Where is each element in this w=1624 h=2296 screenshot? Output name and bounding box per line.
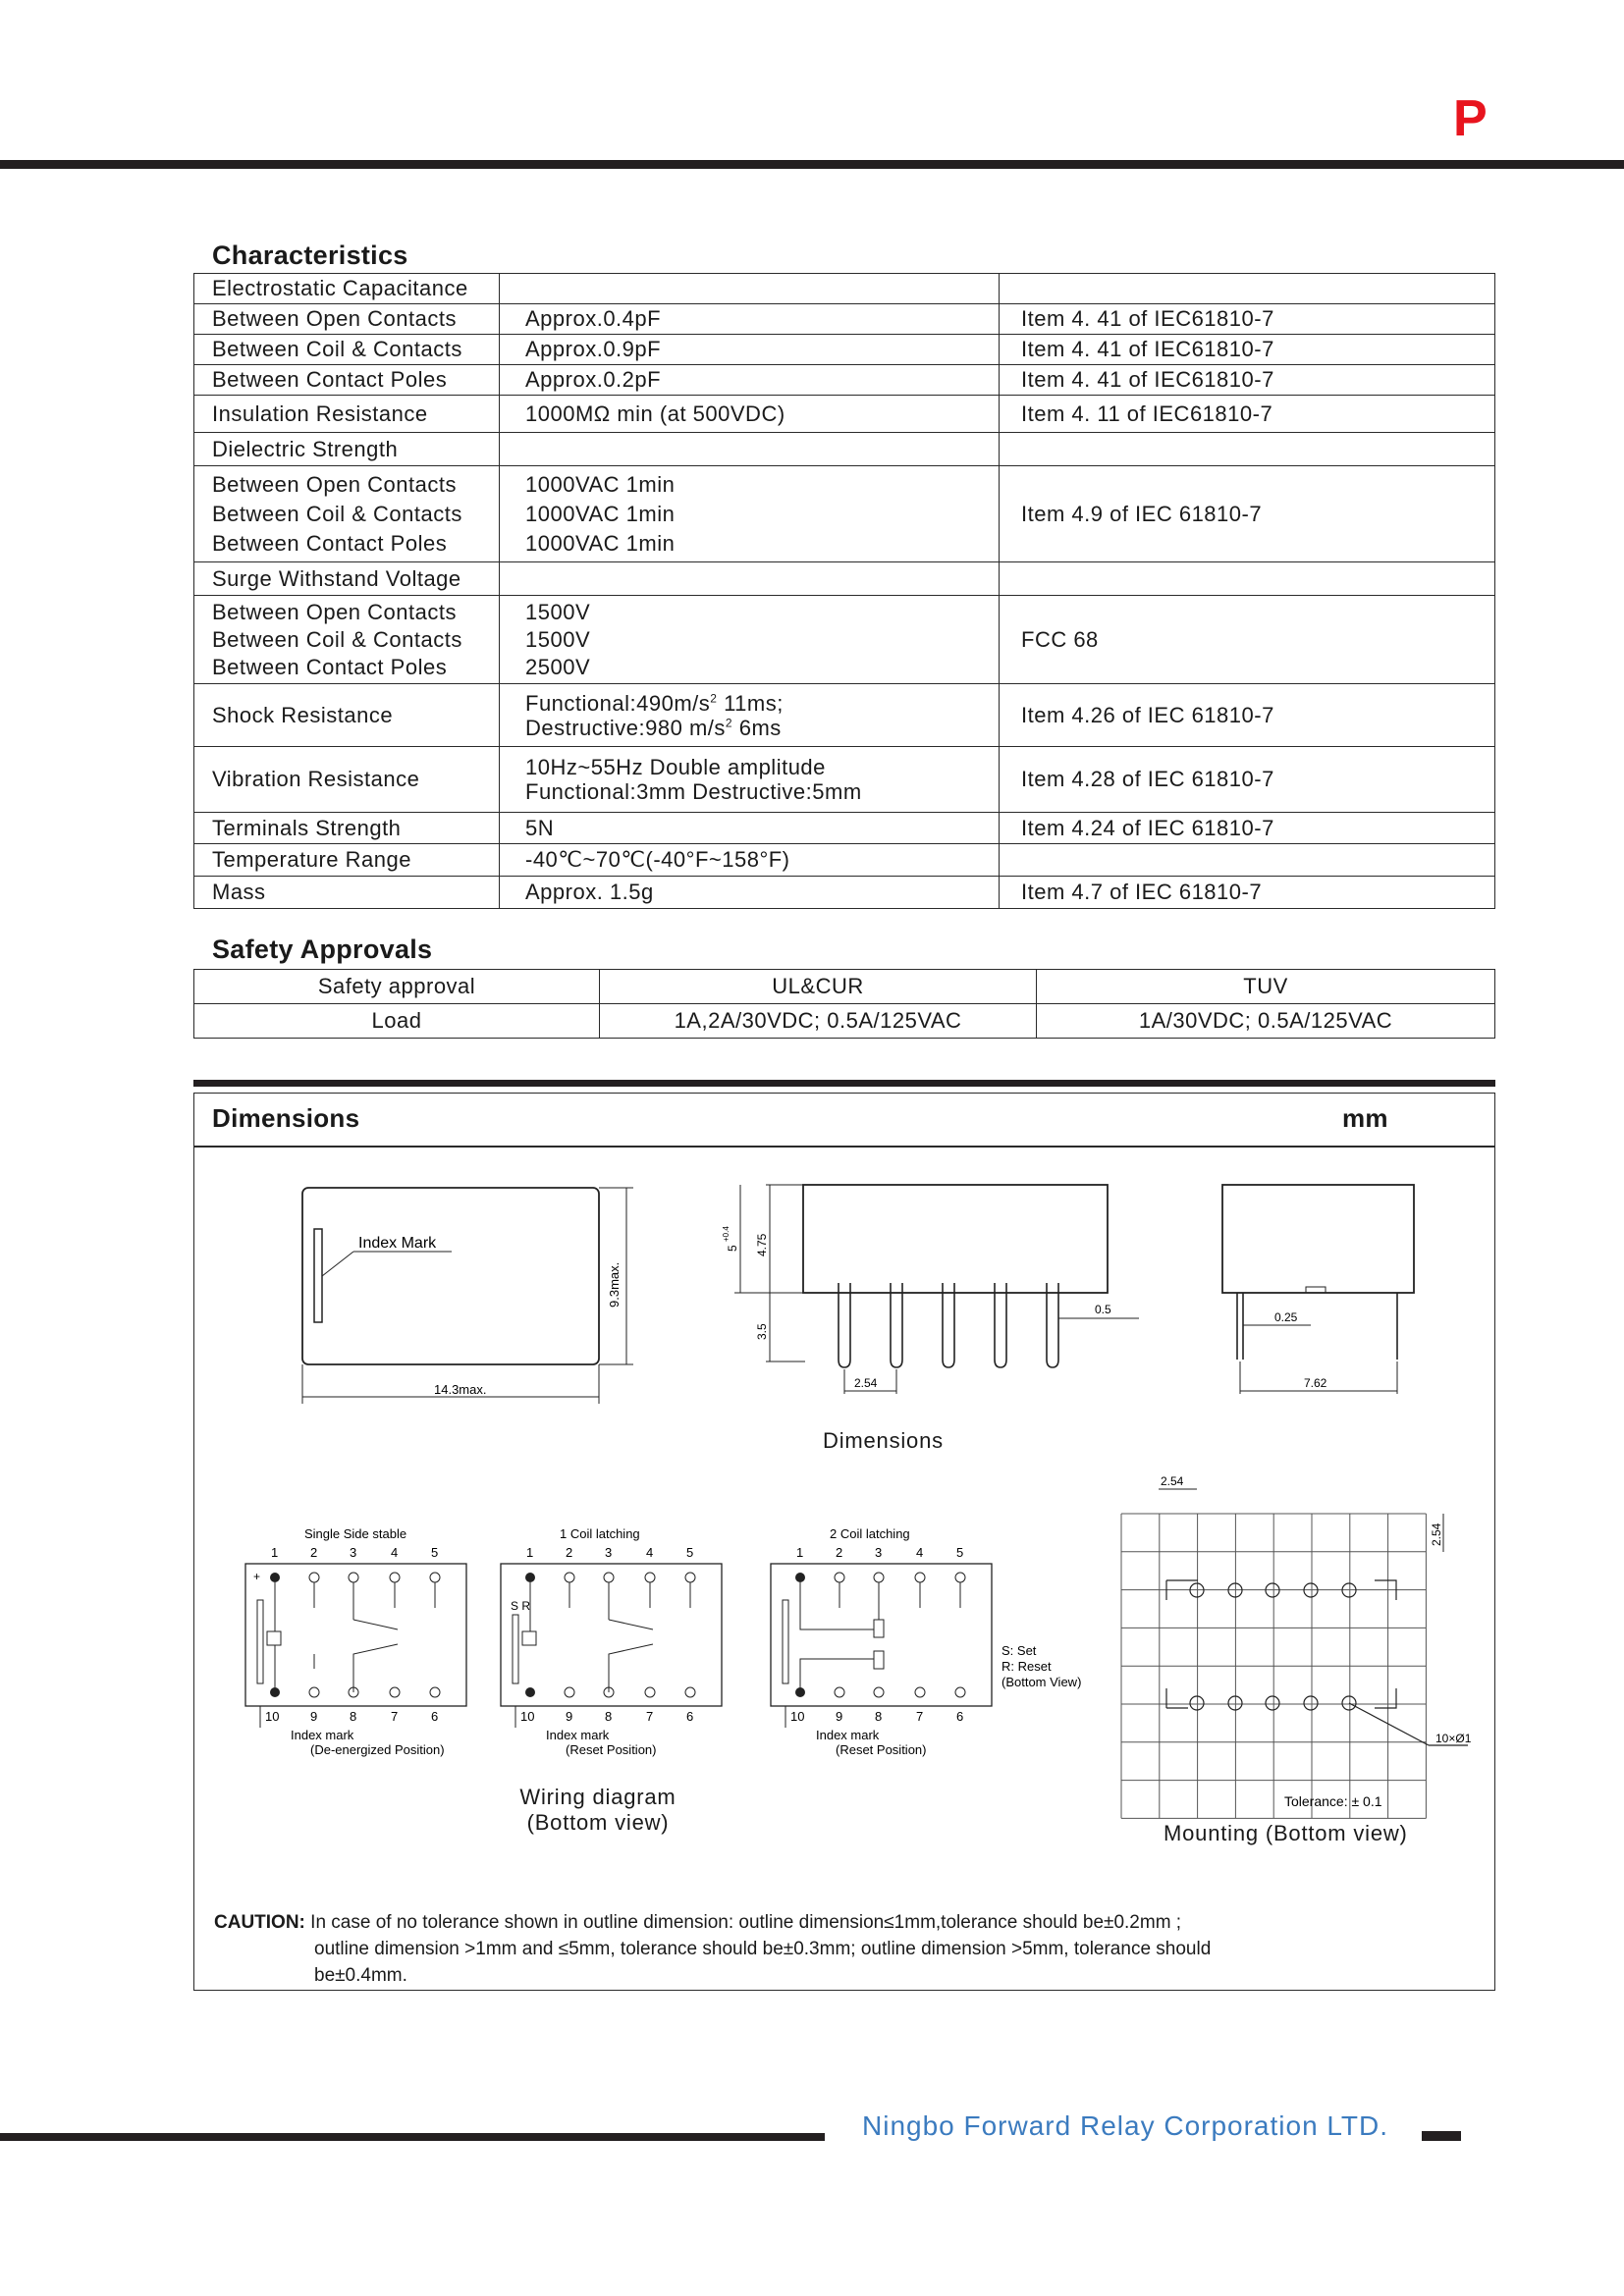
caution-line3: be±0.4mm. [314, 1965, 407, 1986]
sub-value: 1000VAC 1min [525, 471, 676, 497]
tolerance-note: Tolerance: ± 0.1 [1284, 1793, 1382, 1809]
sub-value: 1500V [525, 626, 591, 652]
index-bar [513, 1615, 518, 1683]
wiring-frame [771, 1564, 992, 1706]
wiring-note: (Reset Position) [836, 1742, 927, 1757]
wiring-title: 2 Coil latching [830, 1526, 910, 1541]
dimensions-caption: Dimensions [823, 1428, 944, 1453]
dim-width-label: 14.3max. [434, 1382, 487, 1397]
pin-number: 3 [875, 1545, 883, 1560]
pin-number: 1 [796, 1545, 804, 1560]
table-cell: Safety approval [194, 970, 600, 1004]
table-row [194, 274, 1495, 304]
pin-dot [390, 1573, 400, 1582]
caution-note [214, 1909, 1294, 1989]
brand-logo-letter: P [1453, 90, 1488, 147]
terminal-pin [839, 1283, 850, 1367]
sub-label: Between Open Contacts [212, 471, 457, 497]
index-bar [257, 1600, 263, 1683]
table-row [194, 365, 1495, 396]
wiring-note: (De-energized Position) [310, 1742, 445, 1757]
index-mark-label: Index Mark [358, 1235, 437, 1252]
sub-value: Destructive:980 $m/s^2$ 6ms [525, 715, 782, 740]
dimensions-top-rule [193, 1080, 1495, 1087]
coil [267, 1631, 281, 1645]
mount-hole [1190, 1696, 1204, 1710]
row-ref: Item 4.24 of IEC 61810-7 [1000, 813, 1495, 844]
row-ref [1000, 274, 1495, 304]
relay-outline [302, 1188, 599, 1364]
pin-number: 9 [566, 1709, 573, 1724]
relay-body-end [1222, 1185, 1414, 1293]
pin-dot [565, 1687, 574, 1697]
pin-number: 1 [526, 1545, 534, 1560]
wiring-caption-line1: Wiring diagram [519, 1785, 677, 1809]
row-label: Temperature Range [194, 844, 500, 877]
pin-dot [915, 1573, 925, 1582]
table-row [194, 396, 1495, 433]
table-row [194, 970, 1495, 1004]
table-cell: 1A,2A/30VDC; 0.5A/125VAC [600, 1004, 1037, 1039]
wiring-diagrams [236, 1522, 1082, 1777]
terminal-pin [943, 1283, 954, 1367]
pin-number: 9 [310, 1709, 318, 1724]
row-ref: Item 4. 41 of IEC61810-7 [1000, 365, 1495, 396]
pin-number: 6 [431, 1709, 439, 1724]
pin-number: 10 [520, 1709, 535, 1724]
safety-approvals-title: Safety Approvals [212, 934, 433, 964]
contacts [569, 1582, 690, 1692]
side-view-drawing [707, 1173, 1139, 1399]
sub-label: Between Coil & Contacts [212, 626, 462, 652]
wiring-note: Index mark [291, 1728, 354, 1742]
row-value [500, 684, 1000, 747]
row-value [500, 596, 1000, 684]
pin-dot [270, 1687, 280, 1697]
row-value: 1000MΩ min (at 500VDC) [500, 396, 1000, 433]
dim-5-label: 5 [726, 1245, 739, 1252]
dim-05-label: 0.5 [1095, 1303, 1111, 1316]
wiring-caption-line2: (Bottom view) [526, 1810, 670, 1835]
pin-dot [645, 1573, 655, 1582]
sub-value: 10Hz~55Hz Double amplitude [525, 755, 826, 779]
row-label [194, 596, 500, 684]
pin-number: 5 [956, 1545, 964, 1560]
table-row [194, 304, 1495, 335]
plus-sign: + [253, 1570, 261, 1583]
sub-value: Functional:3mm Destructive:5mm [525, 779, 862, 804]
pin-dot [685, 1573, 695, 1582]
pin-number: 3 [350, 1545, 357, 1560]
row-ref: Item 4.26 of IEC 61810-7 [1000, 684, 1495, 747]
row-ref: Item 4. 11 of IEC61810-7 [1000, 396, 1495, 433]
pin-number: 5 [431, 1545, 439, 1560]
wiring-frame [245, 1564, 466, 1706]
row-value [500, 466, 1000, 562]
dim-5-tolerance: +0.4 [722, 1226, 731, 1242]
row-label: Electrostatic Capacitance [194, 274, 500, 304]
caution-line1: CAUTION: In case of no tolerance shown in outline dimension: outline dimension≤1mm,tolerance should be±0.2mm ; [214, 1912, 1182, 1933]
mount-hole [1266, 1696, 1279, 1710]
row-label: Terminals Strength [194, 813, 500, 844]
index-bar [783, 1600, 788, 1683]
sub-value: 1000VAC 1min [525, 501, 676, 526]
table-cell: UL&CUR [600, 970, 1037, 1004]
dimensions-header-divider [193, 1146, 1495, 1148]
row-ref [1000, 433, 1495, 466]
table-row [194, 1004, 1495, 1039]
sub-value: $Functional:490m/s^2$ 11ms; [525, 690, 784, 716]
pin-dot [835, 1687, 844, 1697]
pin-dot [565, 1573, 574, 1582]
sub-label: Between Coil & Contacts [212, 501, 462, 526]
safety-approvals-table [193, 969, 1495, 1039]
table-row [194, 747, 1495, 813]
table-cell: TUV [1037, 970, 1495, 1004]
pin-dot [955, 1573, 965, 1582]
mount-pitch-label: 2.54 [1161, 1474, 1184, 1488]
sub-value: 1500V [525, 599, 591, 624]
row-value [500, 747, 1000, 813]
sub-value: 1000VAC 1min [525, 530, 676, 556]
row-value: 5N [500, 813, 1000, 844]
mounting-holes [1166, 1580, 1468, 1745]
footer-rule [0, 2133, 825, 2141]
company-name: Ningbo Forward Relay Corporation LTD. [862, 2110, 1389, 2141]
wiring-title: 1 Coil latching [560, 1526, 640, 1541]
pin-dot [430, 1573, 440, 1582]
row-ref: FCC 68 [1000, 596, 1495, 684]
row-value: Approx.0.2pF [500, 365, 1000, 396]
legend-bottom-view: (Bottom View) [1001, 1675, 1082, 1689]
pin-number: 3 [605, 1545, 613, 1560]
caution-line2: outline dimension >1mm and ≤5mm, tolerance should be±0.3mm; outline dimension >5mm, tolerance should [314, 1939, 1212, 1959]
pin-dot [915, 1687, 925, 1697]
pin-dot [309, 1573, 319, 1582]
mounting-caption: Mounting (Bottom view) [1164, 1821, 1408, 1845]
pin-dot [430, 1687, 440, 1697]
wiring-frame [501, 1564, 722, 1706]
pin-dot [874, 1687, 884, 1697]
terminal-pin [891, 1283, 902, 1367]
index-mark-bar [314, 1229, 322, 1322]
pin-number: 2 [310, 1545, 318, 1560]
footer-dash [1422, 2131, 1461, 2141]
contacts [314, 1582, 435, 1620]
table-row [194, 466, 1495, 562]
pin-dot [525, 1687, 535, 1697]
wiring-single-side-stable [245, 1526, 466, 1757]
top-view-drawing [285, 1168, 648, 1414]
dimensions-title: Dimensions [212, 1103, 360, 1133]
sub-label: Between Contact Poles [212, 654, 448, 679]
pin-dot [955, 1687, 965, 1697]
dim-height-label: 9.3max. [607, 1261, 622, 1308]
pin-dot [645, 1687, 655, 1697]
pin-number: 6 [686, 1709, 694, 1724]
table-row [194, 433, 1495, 466]
pin-number: 10 [790, 1709, 805, 1724]
pin-number: 8 [875, 1709, 883, 1724]
mount-pitch-label-vertical: 2.54 [1430, 1522, 1443, 1546]
wiring-note: Index mark [546, 1728, 610, 1742]
set-reset-label: S R [511, 1599, 531, 1613]
pin-number: 8 [605, 1709, 613, 1724]
pin-dot [795, 1573, 805, 1582]
dim-762-label: 7.62 [1304, 1376, 1327, 1390]
table-row [194, 562, 1495, 596]
table-cell: Load [194, 1004, 600, 1039]
leader [1349, 1703, 1429, 1745]
row-label: Between Contact Poles [194, 365, 500, 396]
row-ref: Item 4.9 of IEC 61810-7 [1000, 466, 1495, 562]
pin-dot [685, 1687, 695, 1697]
end-view-drawing [1208, 1173, 1443, 1399]
caution-label: CAUTION: [214, 1912, 305, 1933]
index-mark-leader [322, 1252, 353, 1276]
pin-number: 1 [271, 1545, 279, 1560]
pin-number: 10 [265, 1709, 280, 1724]
row-ref [1000, 844, 1495, 877]
terminal-pin [995, 1283, 1006, 1367]
pin-hole-spec: 10×Ø1 [1435, 1732, 1472, 1745]
relay-body [803, 1185, 1108, 1293]
row-value: Approx. 1.5g [500, 877, 1000, 909]
reset-coil [874, 1651, 884, 1669]
row-label: Mass [194, 877, 500, 909]
pin-dot [874, 1573, 884, 1582]
table-cell: 1A/30VDC; 0.5A/125VAC [1037, 1004, 1495, 1039]
pin-dot [604, 1573, 614, 1582]
contacts [314, 1620, 398, 1692]
dim-254-label: 2.54 [854, 1376, 878, 1390]
row-value [500, 274, 1000, 304]
pin-number: 4 [646, 1545, 654, 1560]
sub-label: Between Open Contacts [212, 599, 457, 624]
pin-dot [390, 1687, 400, 1697]
table-row [194, 813, 1495, 844]
row-ref: Item 4. 41 of IEC61810-7 [1000, 304, 1495, 335]
top-rule [0, 160, 1624, 169]
pin-dot [309, 1687, 319, 1697]
terminal-pin [1047, 1283, 1058, 1367]
table-row [194, 877, 1495, 909]
pin-number: 7 [916, 1709, 924, 1724]
pin-number: 2 [566, 1545, 573, 1560]
wiring-1-coil-latching [501, 1526, 722, 1757]
wiring-note: Index mark [816, 1728, 880, 1742]
table-row [194, 844, 1495, 877]
pin-dot [835, 1573, 844, 1582]
dim-35-label: 3.5 [755, 1323, 769, 1340]
row-value: -40℃~70℃(-40°F~158°F) [500, 844, 1000, 877]
pin-number: 7 [391, 1709, 399, 1724]
row-ref: Item 4.7 of IEC 61810-7 [1000, 877, 1495, 909]
set-coil [874, 1620, 884, 1637]
coil [522, 1631, 536, 1645]
wiring-title: Single Side stable [304, 1526, 407, 1541]
dimensions-unit: mm [1342, 1103, 1388, 1133]
row-value [500, 433, 1000, 466]
pin-dot [525, 1573, 535, 1582]
stand-off [1306, 1287, 1326, 1293]
dim-025-label: 0.25 [1274, 1310, 1298, 1324]
pin-number: 8 [350, 1709, 357, 1724]
table-row [194, 335, 1495, 365]
pin-number: 4 [391, 1545, 399, 1560]
row-value: Approx.0.9pF [500, 335, 1000, 365]
mounting-drawing [1110, 1468, 1483, 1821]
pin-number: 2 [836, 1545, 843, 1560]
row-ref: Item 4.28 of IEC 61810-7 [1000, 747, 1495, 813]
pin-dot [349, 1573, 358, 1582]
pin-number: 5 [686, 1545, 694, 1560]
row-value [500, 562, 1000, 596]
wiring-note: (Reset Position) [566, 1742, 657, 1757]
row-ref: Item 4. 41 of IEC61810-7 [1000, 335, 1495, 365]
sub-value: 2500V [525, 654, 591, 679]
pin-dot [795, 1687, 805, 1697]
pin-number: 9 [836, 1709, 843, 1724]
legend-set: S: Set [1001, 1643, 1037, 1658]
row-label: Between Open Contacts [194, 304, 500, 335]
wiring-caption [514, 1785, 681, 1836]
table-row [194, 596, 1495, 684]
row-value: Approx.0.4pF [500, 304, 1000, 335]
pin-number: 6 [956, 1709, 964, 1724]
characteristics-table [193, 273, 1495, 909]
row-label [194, 466, 500, 562]
characteristics-title: Characteristics [212, 240, 408, 270]
dim-475-label: 4.75 [755, 1233, 769, 1256]
pin-number: 7 [646, 1709, 654, 1724]
mounting-grid [1121, 1514, 1426, 1818]
mount-hole [1304, 1696, 1318, 1710]
legend-reset: R: Reset [1001, 1659, 1052, 1674]
row-label: Between Coil & Contacts [194, 335, 500, 365]
table-row [194, 684, 1495, 747]
pin-number: 4 [916, 1545, 924, 1560]
row-label: Vibration Resistance [194, 747, 500, 813]
row-label: Shock Resistance [194, 684, 500, 747]
row-ref [1000, 562, 1495, 596]
row-label: Insulation Resistance [194, 396, 500, 433]
pin-dot [270, 1573, 280, 1582]
row-label: Surge Withstand Voltage [194, 562, 500, 596]
sub-label: Between Contact Poles [212, 530, 448, 556]
row-label: Dielectric Strength [194, 433, 500, 466]
